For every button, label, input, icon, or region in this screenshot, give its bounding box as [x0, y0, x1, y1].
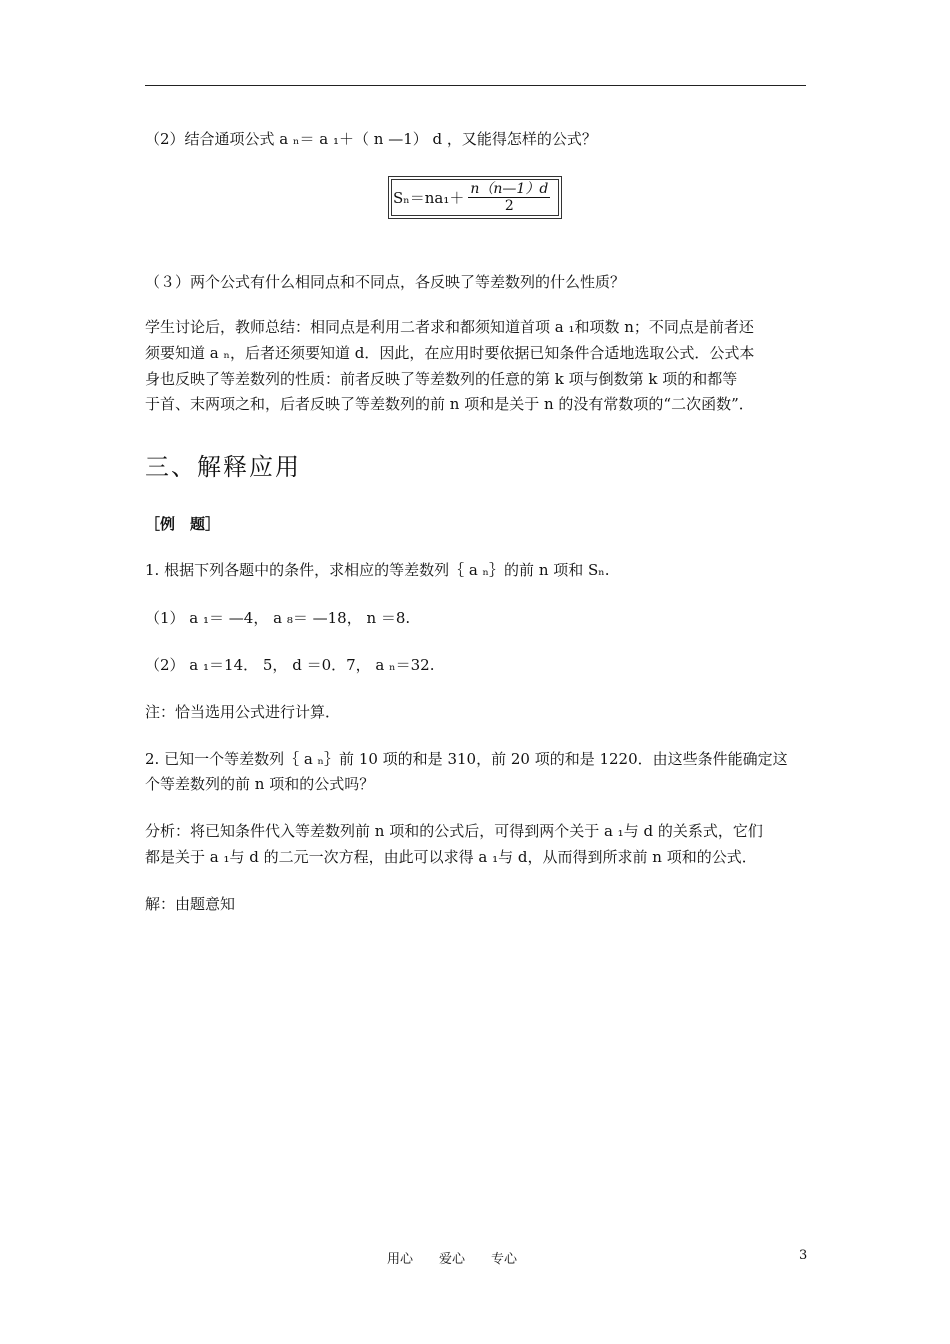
formula-fraction [468, 181, 550, 214]
summary-line-1: 学生讨论后，教师总结：相同点是利用二者求和都须知道首项 a ₁和项数 n；不同点是前者还 [145, 318, 754, 336]
analysis-line-1: 分析：将已知条件代入等差数列前 n 项和的公式后，可得到两个关于 a ₁与 d 的关系式，它们 [145, 822, 763, 840]
example-1: 1. 根据下列各题中的条件，求相应的等差数列｛ a ₙ｝的前 n 项和 Sₙ. [145, 561, 610, 579]
example-2-line-1: 2. 已知一个等差数列｛ a ₙ｝前 10 项的和是 310，前 20 项的和是 1220．由这些条件能确定这 [145, 750, 788, 768]
note: 注：恰当选用公式进行计算． [145, 703, 341, 721]
section-heading: 三、解释应用 [145, 453, 301, 481]
summary-line-4: 于首、末两项之和，后者反映了等差数列的前 n 项和是关于 n 的没有常数项的“二次函数”． [145, 395, 754, 413]
example-2-line-2: 个等差数列的前 n 项和的公式吗？ [145, 775, 375, 793]
header-rule [145, 85, 806, 86]
analysis-line-2: 都是关于 a ₁与 d 的二元一次方程，由此可以求得 a ₁与 d，从而得到所求前 n 项和的公式． [145, 848, 757, 866]
solution-start: 解：由题意知 [145, 895, 236, 913]
page-number: 3 [799, 1248, 808, 1263]
formula-denominator: 2 [504, 198, 514, 214]
question-2: （2）结合通项公式 a ₙ＝ a ₁＋（ n —1） d ，又能得怎样的公式？ [145, 130, 597, 148]
footer-motto: 用心 爱心 专心 [387, 1252, 518, 1267]
formula-lhs: Sₙ＝na₁＋ [393, 189, 465, 207]
example-label: ［例 题］ [145, 515, 221, 533]
question-3: （３）两个公式有什么相同点和不同点，各反映了等差数列的什么性质？ [145, 273, 626, 291]
summary-line-2: 须要知道 a ₙ，后者还须要知道 d．因此，在应用时要依据已知条件合适地选取公式．公式本 [145, 344, 755, 362]
example-1a: （1） a ₁＝ —4， a ₈＝ —18， n ＝8. [145, 609, 411, 627]
summary-line-3: 身也反映了等差数列的性质：前者反映了等差数列的任意的第 k 项与倒数第 k 项的和都等 [145, 370, 738, 388]
sum-formula-box [388, 176, 562, 219]
formula-numerator: n（n—1）d [470, 181, 549, 197]
example-1b: （2） a ₁＝14． 5， d ＝0．7， a ₙ＝32. [145, 656, 435, 674]
